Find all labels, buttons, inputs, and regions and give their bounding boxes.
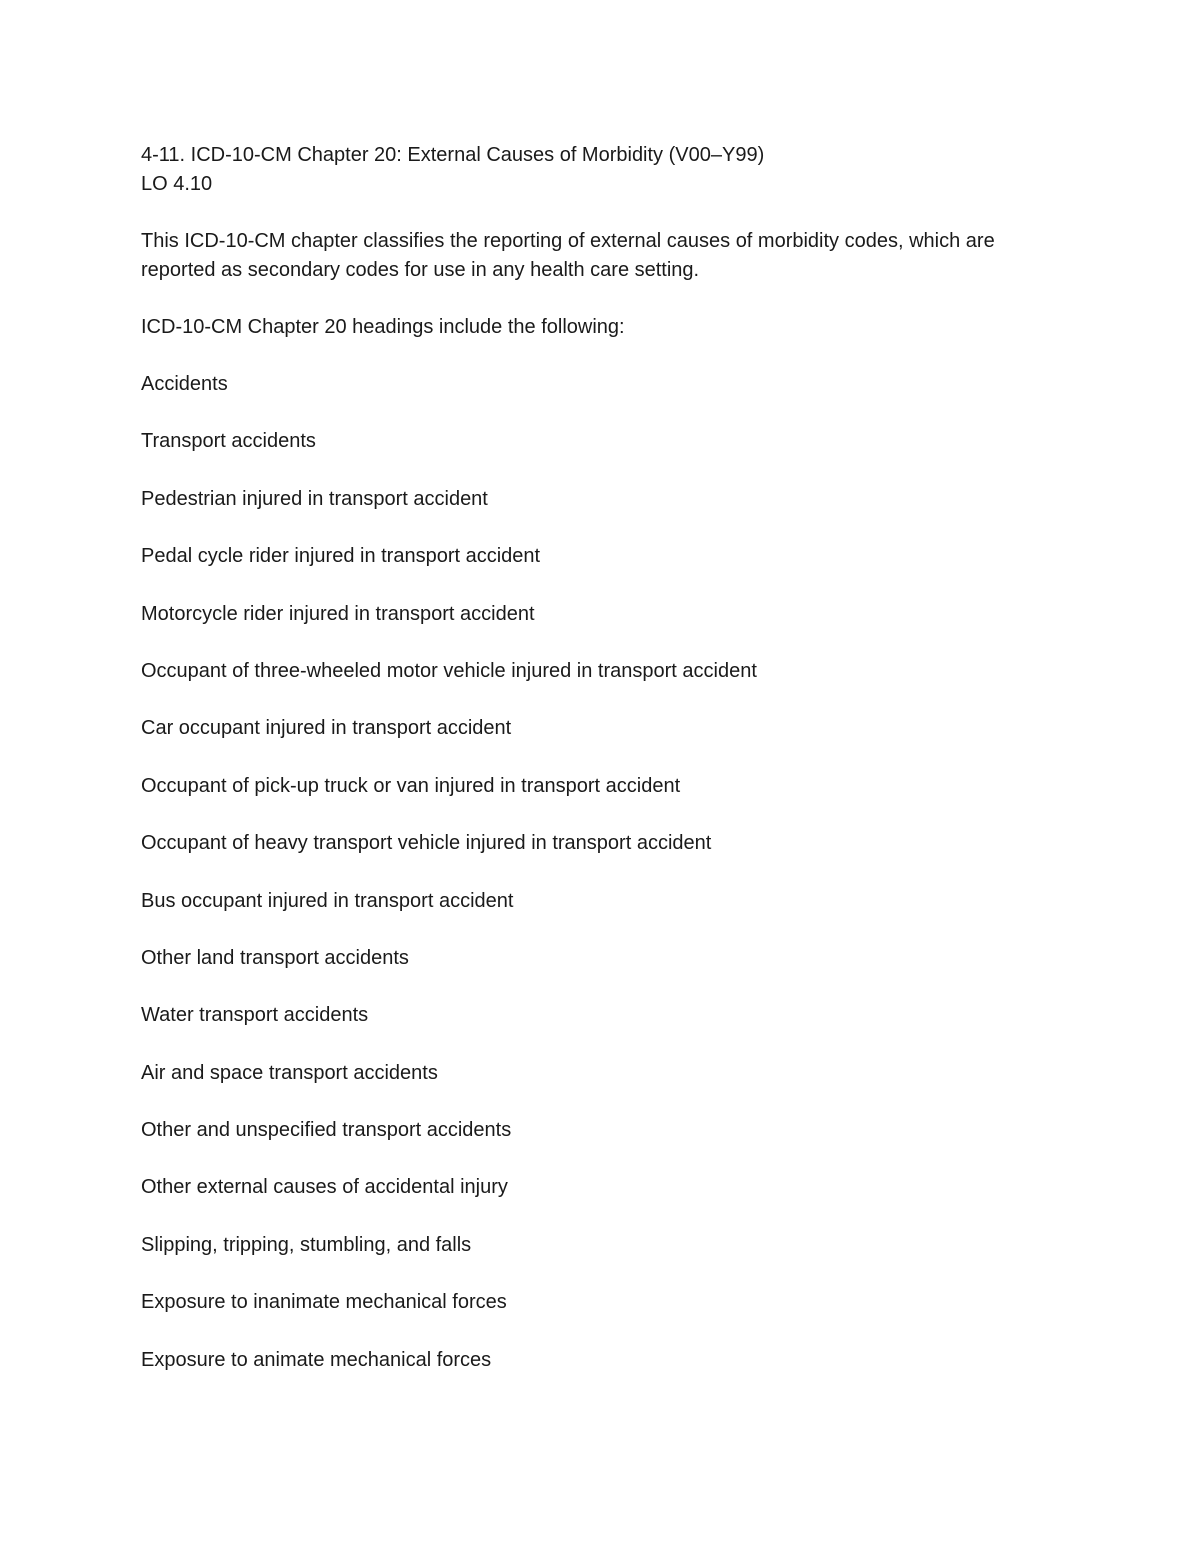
list-item: Bus occupant injured in transport accident — [141, 889, 514, 912]
intro-paragraph: This ICD-10-CM chapter classifies the reporting of external causes of morbidity codes, which are reported as secondary codes for use in any health care setting. — [141, 230, 995, 281]
list-item: Other land transport accidents — [141, 946, 409, 969]
list-item: Transport accidents — [141, 430, 316, 453]
list-item: Other and unspecified transport accidents — [141, 1119, 512, 1142]
list-item: Motorcycle rider injured in transport accident — [141, 602, 535, 625]
list-item: Occupant of pick-up truck or van injured in transport accident — [141, 774, 681, 797]
section-title: 4-11. ICD-10-CM Chapter 20: External Causes of Morbidity (V00–Y99) — [141, 144, 765, 166]
list-item: Pedestrian injured in transport accident — [141, 487, 488, 510]
list-heading: ICD-10-CM Chapter 20 headings include the following: — [141, 316, 625, 338]
list-item: Water transport accidents — [141, 1004, 369, 1027]
list-item: Exposure to inanimate mechanical forces — [141, 1291, 507, 1314]
chapter-headings-list — [141, 370, 1061, 1375]
document-page — [141, 141, 1061, 1403]
list-item: Pedal cycle rider injured in transport accident — [141, 545, 541, 568]
list-item: Occupant of three-wheeled motor vehicle injured in transport accident — [141, 659, 757, 682]
list-item: Other external causes of accidental injury — [141, 1176, 508, 1199]
list-item: Slipping, tripping, stumbling, and falls — [141, 1233, 472, 1256]
list-item: Occupant of heavy transport vehicle injured in transport accident — [141, 832, 712, 855]
learning-objective: LO 4.10 — [141, 173, 213, 195]
list-item: Exposure to animate mechanical forces — [141, 1348, 492, 1371]
list-item: Accidents — [141, 373, 228, 395]
list-item: Air and space transport accidents — [141, 1061, 438, 1084]
title-block — [141, 141, 1061, 199]
list-item: Car occupant injured in transport accident — [141, 717, 512, 740]
